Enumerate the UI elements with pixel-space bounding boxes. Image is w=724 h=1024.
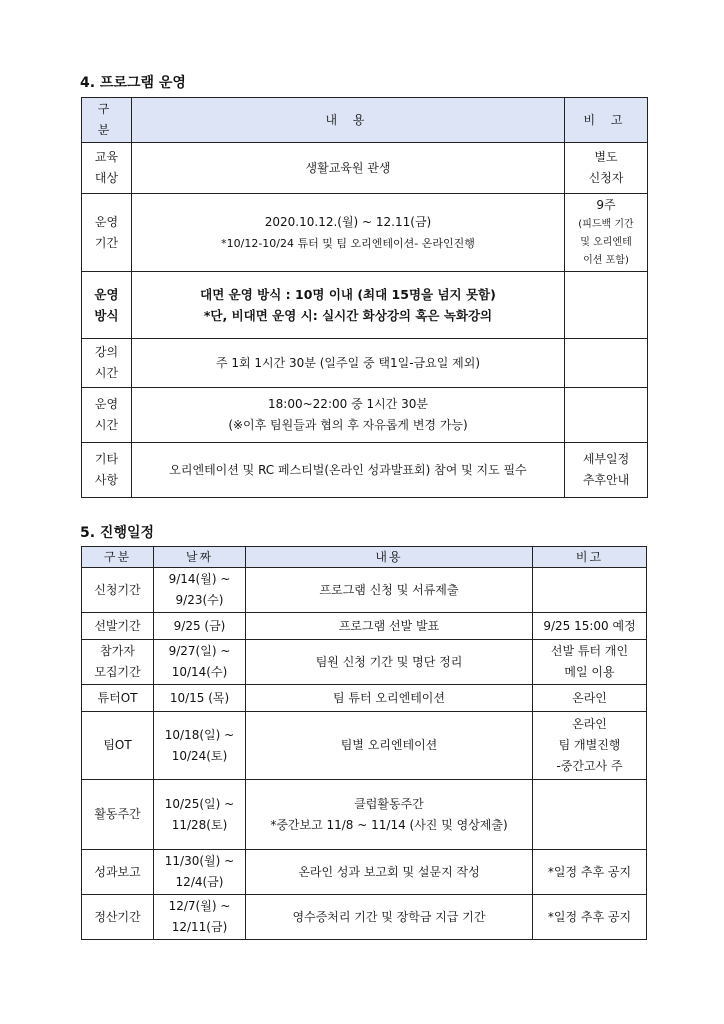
row-content: 온라인 성과 보고회 및 설문지 작성 [246,850,533,895]
row-content: 2020.10.12.(월) ~ 12.11(금) *10/12-10/24 튜터 및 팀 오리엔테이션- 온라인진행 [132,194,565,272]
row-category: 활동주간 [82,780,154,850]
row-category: 튜터OT [82,685,154,712]
row-category: 정산기간 [82,895,154,940]
section-4-title: 4. 프로그램 운영 [80,75,186,91]
row-category: 기타 사항 [82,443,132,498]
row-category: 선발기간 [82,613,154,640]
row-date: 11/30(월) ~ 12/4(금) [154,850,246,895]
table-row [82,895,647,940]
row-content: 18:00~22:00 중 1시간 30분 (※이후 팀원들과 협의 후 자유롭게 변경 가능) [132,388,565,443]
row-content: 팀원 신청 기간 및 명단 정리 [246,640,533,685]
table-row [82,780,647,850]
row-category: 교육 대상 [82,143,132,194]
row-category: 신청기간 [82,568,154,613]
row-content: 영수증처리 기간 및 장학금 지급 기간 [246,895,533,940]
row-content: 프로그램 선발 발표 [246,613,533,640]
row-content: 대면 운영 방식 : 10명 이내 (최대 15명을 넘지 못함) *단, 비대면 운영 시: 실시간 화상강의 혹은 녹화강의 [132,272,565,339]
header-date: 날짜 [154,547,246,568]
row-category: 운영 방식 [82,272,132,339]
row-note [533,780,647,850]
row-note: *일정 추후 공지 [533,895,647,940]
row-note [565,388,648,443]
row-note: 온라인 [533,685,647,712]
table-row [82,388,648,443]
table-row [82,143,648,194]
table-row [82,194,648,272]
row-note [565,339,648,388]
row-note: 세부일정 추후안내 [565,443,648,498]
table-row [82,339,648,388]
row-date: 9/14(월) ~ 9/23(수) [154,568,246,613]
schedule-table [81,546,647,940]
header-content: 내 용 [132,98,565,143]
row-content: 프로그램 신청 및 서류제출 [246,568,533,613]
row-note: 온라인 팀 개별진행 -중간고사 주 [533,712,647,780]
row-content: 팀 튜터 오리엔테이션 [246,685,533,712]
row-content: 주 1회 1시간 30분 (일주일 중 택1일-금요일 제외) [132,339,565,388]
row-category: 성과보고 [82,850,154,895]
table-header-row [82,98,648,143]
header-category: 구 분 [82,98,132,143]
row-note: *일정 추후 공지 [533,850,647,895]
table-row [82,850,647,895]
row-content: 클럽활동주간 *중간보고 11/8 ~ 11/14 (사진 및 영상제출) [246,780,533,850]
table-row [82,685,647,712]
row-category: 팀OT [82,712,154,780]
row-note: 별도 신청자 [565,143,648,194]
table-row [82,568,647,613]
row-note [565,272,648,339]
row-note: 9/25 15:00 예정 [533,613,647,640]
header-note: 비고 [533,547,647,568]
header-note: 비 고 [565,98,648,143]
header-content: 내용 [246,547,533,568]
row-content: 팀별 오리엔테이션 [246,712,533,780]
row-category: 강의 시간 [82,339,132,388]
table-header-row [82,547,647,568]
row-date: 10/25(일) ~ 11/28(토) [154,780,246,850]
section-5-title: 5. 진행일정 [80,525,155,541]
row-date: 9/25 (금) [154,613,246,640]
row-category: 참가자 모집기간 [82,640,154,685]
row-category: 운영 시간 [82,388,132,443]
table-row [82,613,647,640]
row-note: 선발 튜터 개인 메일 이용 [533,640,647,685]
row-content: 생활교육원 관생 [132,143,565,194]
row-date: 10/15 (목) [154,685,246,712]
row-note [533,568,647,613]
row-note: 9주 (피드백 기간 및 오리엔테 이션 포함) [565,194,648,272]
row-category: 운영 기간 [82,194,132,272]
row-content: 오리엔테이션 및 RC 페스티벌(온라인 성과발표회) 참여 및 지도 필수 [132,443,565,498]
program-operation-table [81,97,648,498]
table-row [82,712,647,780]
table-row [82,640,647,685]
row-date: 12/7(월) ~ 12/11(금) [154,895,246,940]
table-row [82,443,648,498]
header-category: 구분 [82,547,154,568]
row-date: 10/18(일) ~ 10/24(토) [154,712,246,780]
row-date: 9/27(일) ~ 10/14(수) [154,640,246,685]
table-row [82,272,648,339]
